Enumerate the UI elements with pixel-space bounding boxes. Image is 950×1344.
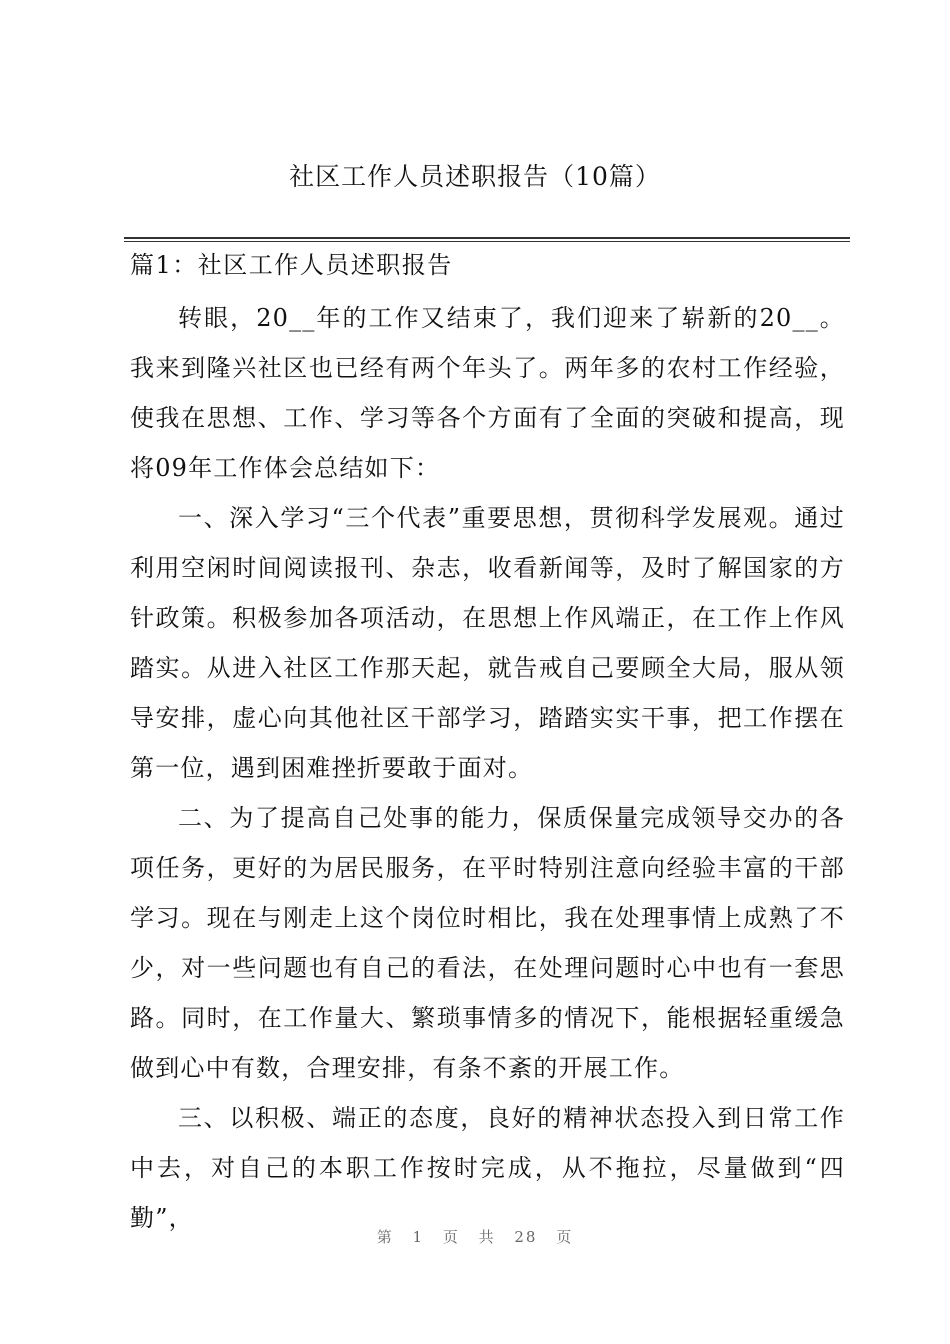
paragraph-point-1: 一、深入学习“三个代表”重要思想，贯彻科学发展观。通过利用空闲时间阅读报刊、杂志，收看新闻等，及时了解国家的方针政策。积极参加各项活动，在思想上作风端正，在工作上作风踏实。从进入社区工作那天起，就告戒自己要顾全大局，服从领导安排，虚心向其他社区干部学习，踏踏实实干事，把工作摆在第一位，遇到困难挫折要敢于面对。 [130,504,845,782]
paragraph-point-3: 三、以积极、端正的态度，良好的精神状态投入到日常工作中去，对自己的本职工作按时完成，从不拖拉，尽量做到“四勤”， [130,1104,845,1232]
document-title: 社区工作人员述职报告（10篇） [289,162,661,191]
title-divider-thin [124,241,850,242]
page-footer: 第 1 页 共 28 页 [376,1228,574,1246]
document-body [130,293,845,1243]
paragraph-point-2: 二、为了提高自己处事的能力，保质保量完成领导交办的各项任务，更好的为居民服务，在平时特别注意向经验丰富的干部学习。现在与刚走上这个岗位时相比，我在处理事情上成熟了不少，对一些问题也有自己的看法，在处理问题时心中也有一套思路。同时，在工作量大、繁琐事情多的情况下，能根据轻重缓急做到心中有数，合理安排，有条不紊的开展工作。 [130,804,845,1082]
section-heading: 篇1：社区工作人员述职报告 [130,251,453,279]
paragraph-intro: 转眼，20__年的工作又结束了，我们迎来了崭新的20__。我来到隆兴社区也已经有两个年头了。两年多的农村工作经验，使我在思想、工作、学习等各个方面有了全面的突破和提高，现将09年工作体会总结如下： [130,304,845,482]
title-divider-thick [124,237,850,239]
